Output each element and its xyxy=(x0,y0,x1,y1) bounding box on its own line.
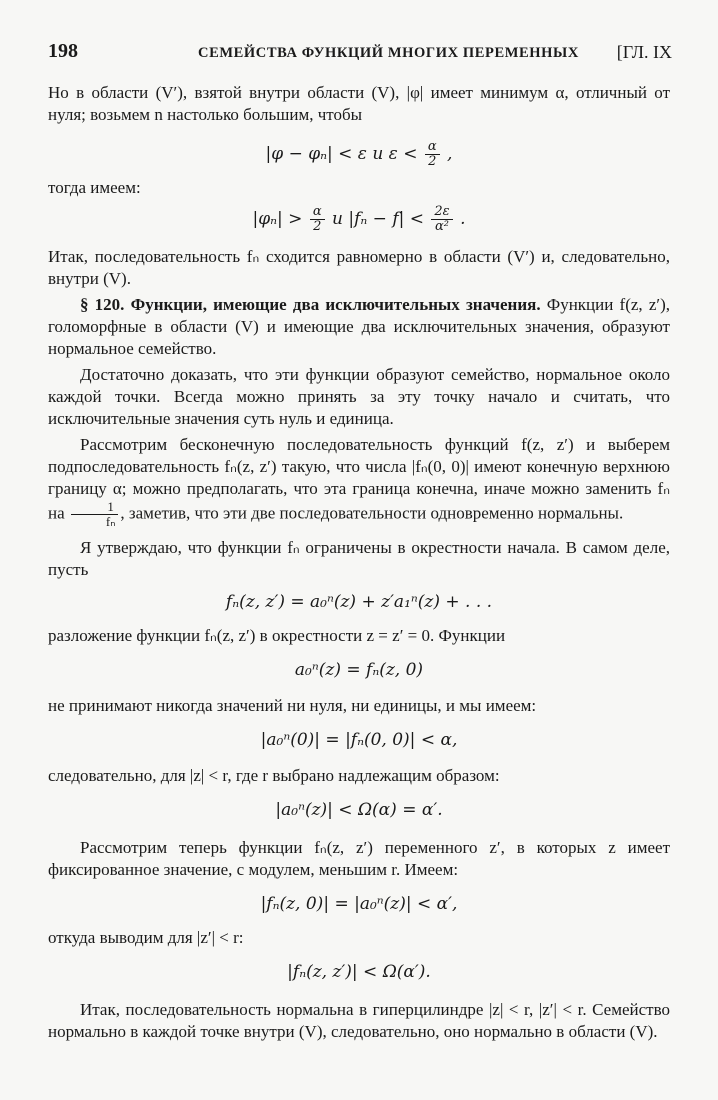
paragraph: Но в области (V′), взятой внутри области (V), |φ| имеет минимум α, отличный от нуля; возьмем n настолько большим, чтобы xyxy=(48,83,670,124)
section-paragraph xyxy=(48,294,670,360)
page-header xyxy=(48,40,672,68)
fraction-denominator: α² xyxy=(435,219,450,234)
equation: a₀ⁿ(z) = fₙ(z, 0) xyxy=(294,660,424,680)
equation: |a₀ⁿ(z)| < Ω(α) = α′. xyxy=(275,800,443,820)
fraction-numerator: 2ε xyxy=(431,205,452,220)
running-title: СЕМЕЙСТВА ФУНКЦИЙ МНОГИХ ПЕРЕМЕННЫХ xyxy=(198,45,579,61)
paragraph-text: Рассмотрим бесконечную последовательность функций f(z, z′) и выберем подпоследовательность fₙ(z, z′) такую, что числа |fₙ(0, 0)| имеют конечную верхнюю границу α; можно предполагать, что эта граница конечна, иначе можно заменить fₙ на xyxy=(48,435,670,523)
paragraph: следовательно, для |z| < r, где r выбрано надлежащим образом: xyxy=(48,766,500,785)
page-number: 198 xyxy=(48,40,78,62)
paragraph-text: , заметив, что эти две последовательности одновременно нормальны. xyxy=(120,503,624,523)
fraction xyxy=(431,205,452,234)
fraction xyxy=(425,140,440,169)
equation: |fₙ(z, z′)| < Ω(α′). xyxy=(287,962,431,982)
section-heading: § 120. Функции, имеющие два исключительных значения. xyxy=(80,295,541,314)
paragraph: Итак, последовательность fₙ сходится равномерно в области (V′) и, следовательно, внутри (V). xyxy=(48,247,670,288)
equation-part: . xyxy=(460,209,466,229)
fraction-denominator: 2 xyxy=(428,154,437,169)
paragraph: тогда имеем: xyxy=(48,178,141,197)
fraction xyxy=(71,500,119,529)
equation-part: , xyxy=(447,144,453,164)
equation xyxy=(48,205,670,234)
fraction-numerator: α xyxy=(425,140,440,155)
paragraph xyxy=(48,434,670,529)
paragraph: Я утверждаю, что функции fₙ ограничены в окрестности начала. В самом деле, пусть xyxy=(48,538,670,579)
equation-part: |φₙ| > xyxy=(252,209,303,229)
text-body xyxy=(48,82,670,1043)
fraction-denominator: 2 xyxy=(313,219,322,234)
fraction-denominator: fₙ xyxy=(105,514,116,529)
chapter-label: [ГЛ. IX xyxy=(616,42,672,62)
equation: |fₙ(z, 0)| = |a₀ⁿ(z)| < α′, xyxy=(260,894,458,914)
fraction-numerator: 1 xyxy=(71,500,119,515)
paragraph: Достаточно доказать, что эти функции образуют семейство, нормальное около каждой точки. Всегда можно принять за эту точку начало и считать, что исключительные значения суть нуль и единица. xyxy=(48,365,670,428)
paragraph: разложение функции fₙ(z, z′) в окрестности z = z′ = 0. Функции xyxy=(48,626,506,645)
paragraph-text: Функции f(z, z′), голоморфные в области (V) и имеющие два исключительных значения, образуют нормальное семейство. xyxy=(48,295,671,358)
paragraph: Рассмотрим теперь функции fₙ(z, z′) переменного z′, в которых z имеет фиксированное значение, с модулем, меньшим r. Имеем: xyxy=(48,838,670,879)
equation: fₙ(z, z′) = a₀ⁿ(z) + z′a₁ⁿ(z) + . . . xyxy=(225,592,493,612)
fraction-numerator: α xyxy=(310,205,325,220)
equation-part: и |fₙ − f| < xyxy=(332,209,424,229)
paragraph: откуда выводим для |z′| < r: xyxy=(48,928,244,947)
equation-part: |φ − φₙ| < ε и ε < xyxy=(265,144,418,164)
paragraph: Итак, последовательность нормальна в гиперцилиндре |z| < r, |z′| < r. Семейство нормально в каждой точке внутри (V), следовательно, оно нормально в области (V). xyxy=(48,1000,670,1041)
paragraph: не принимают никогда значений ни нуля, ни единицы, и мы имеем: xyxy=(48,696,537,715)
equation: |a₀ⁿ(0)| = |fₙ(0, 0)| < α, xyxy=(260,730,458,750)
fraction xyxy=(310,205,325,234)
equation xyxy=(48,140,670,169)
